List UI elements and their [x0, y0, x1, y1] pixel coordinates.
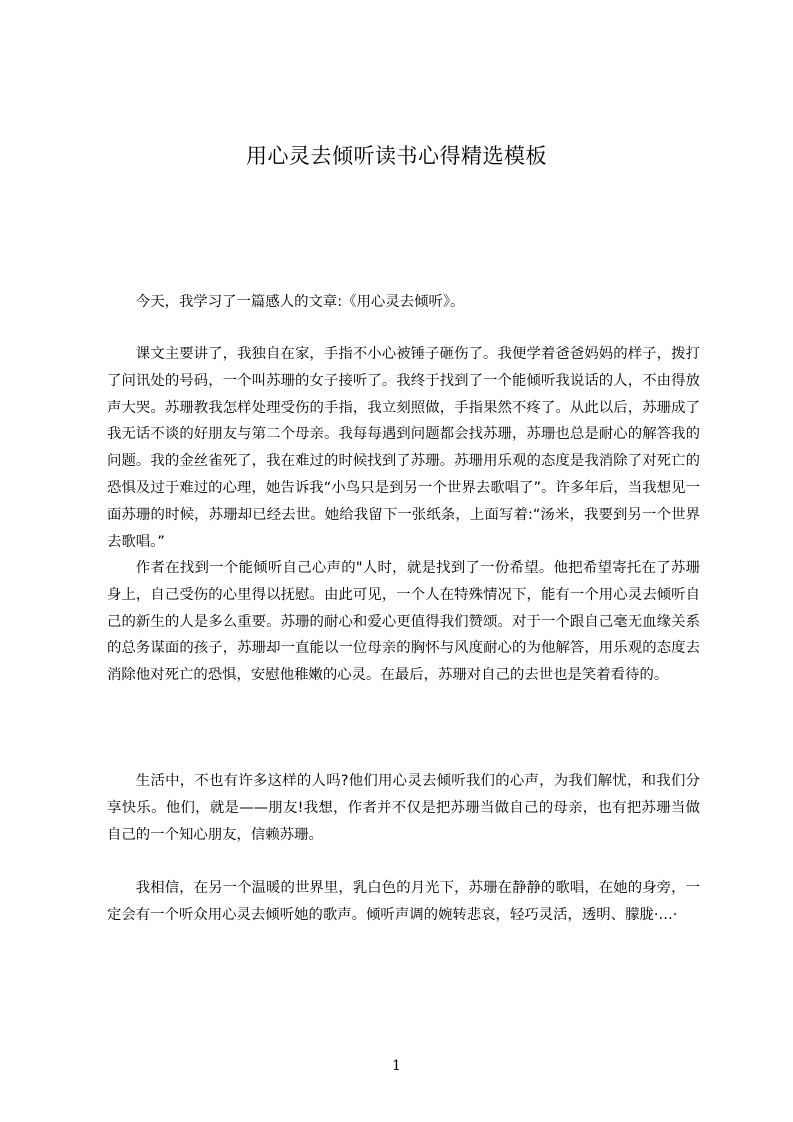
page-title: 用心灵去倾听读书心得精选模板 — [246, 144, 547, 168]
page-number: 1 — [392, 1058, 401, 1074]
paragraph-1 — [107, 289, 700, 316]
paragraph-3 — [107, 555, 700, 689]
paragraph-2 — [107, 341, 700, 555]
paragraph-text: 今天，我学习了一篇感人的文章:《用心灵去倾听》。 — [135, 294, 465, 310]
paragraph-text: 课文主要讲了，我独自在家，手指不小心被锤子砸伤了。我便学着爸爸妈妈的样子，拨打了问讯处的号码，一个叫苏珊的女子接听了。我终于找到了一个能倾听我说话的人，不由得放声大哭。苏珊教我怎样处理受伤的手指，我立刻照做，手指果然不疼了。从此以后，苏珊成了我无话不谈的好朋友与第二个母亲。我每每遇到问题都会找苏珊，苏珊也总是耐心的解答我的问题。我的金丝雀死了，我在难过的时候找到了苏珊。苏珊用乐观的态度是我消除了对死亡的恐惧及过于难过的心理，她告诉我“小鸟只是到另一个世界去歌唱了”。许多年后，当我想见一面苏珊的时候，苏珊却已经去世。她给我留下一张纸条，上面写着:“汤米，我要到另一个世界去歌唱。” — [107, 346, 700, 550]
paragraph-text: 生活中，不也有许多这样的人吗?他们用心灵去倾听我们的心声，为我们解忧，和我们分享快乐。他们，就是——朋友!我想，作者并不仅是把苏珊当做自己的母亲，也有把苏珊当做自己的一个知心朋友，信赖苏珊。 — [107, 773, 700, 843]
paragraph-text: 作者在找到一个能倾听自己心声的"人时，就是找到了一份希望。他把希望寄托在了苏珊身上，自己受伤的心里得以抚慰。由此可见，一个人在特殊情况下，能有一个用心灵去倾听自己的新生的人是多么重要。苏珊的耐心和爱心更值得我们赞颂。对于一个跟自己毫无血缘关系的总务谋面的孩子，苏珊却一直能以一位母亲的胸怀与风度耐心的为他解答，用乐观的态度去消除他对死亡的恐惧，安慰他稚嫩的心灵。在最后，苏珊对自己的去世也是笑着看待的。 — [107, 560, 700, 684]
paragraph-4 — [107, 768, 700, 848]
paragraph-text: 我相信，在另一个温暖的世界里，乳白色的月光下，苏珊在静静的歌唱，在她的身旁，一定会有一个听众用心灵去倾听她的歌声。倾听声调的婉转悲哀，轻巧灵活，透明、朦胧·…· — [107, 880, 700, 923]
paragraph-5 — [107, 875, 700, 929]
